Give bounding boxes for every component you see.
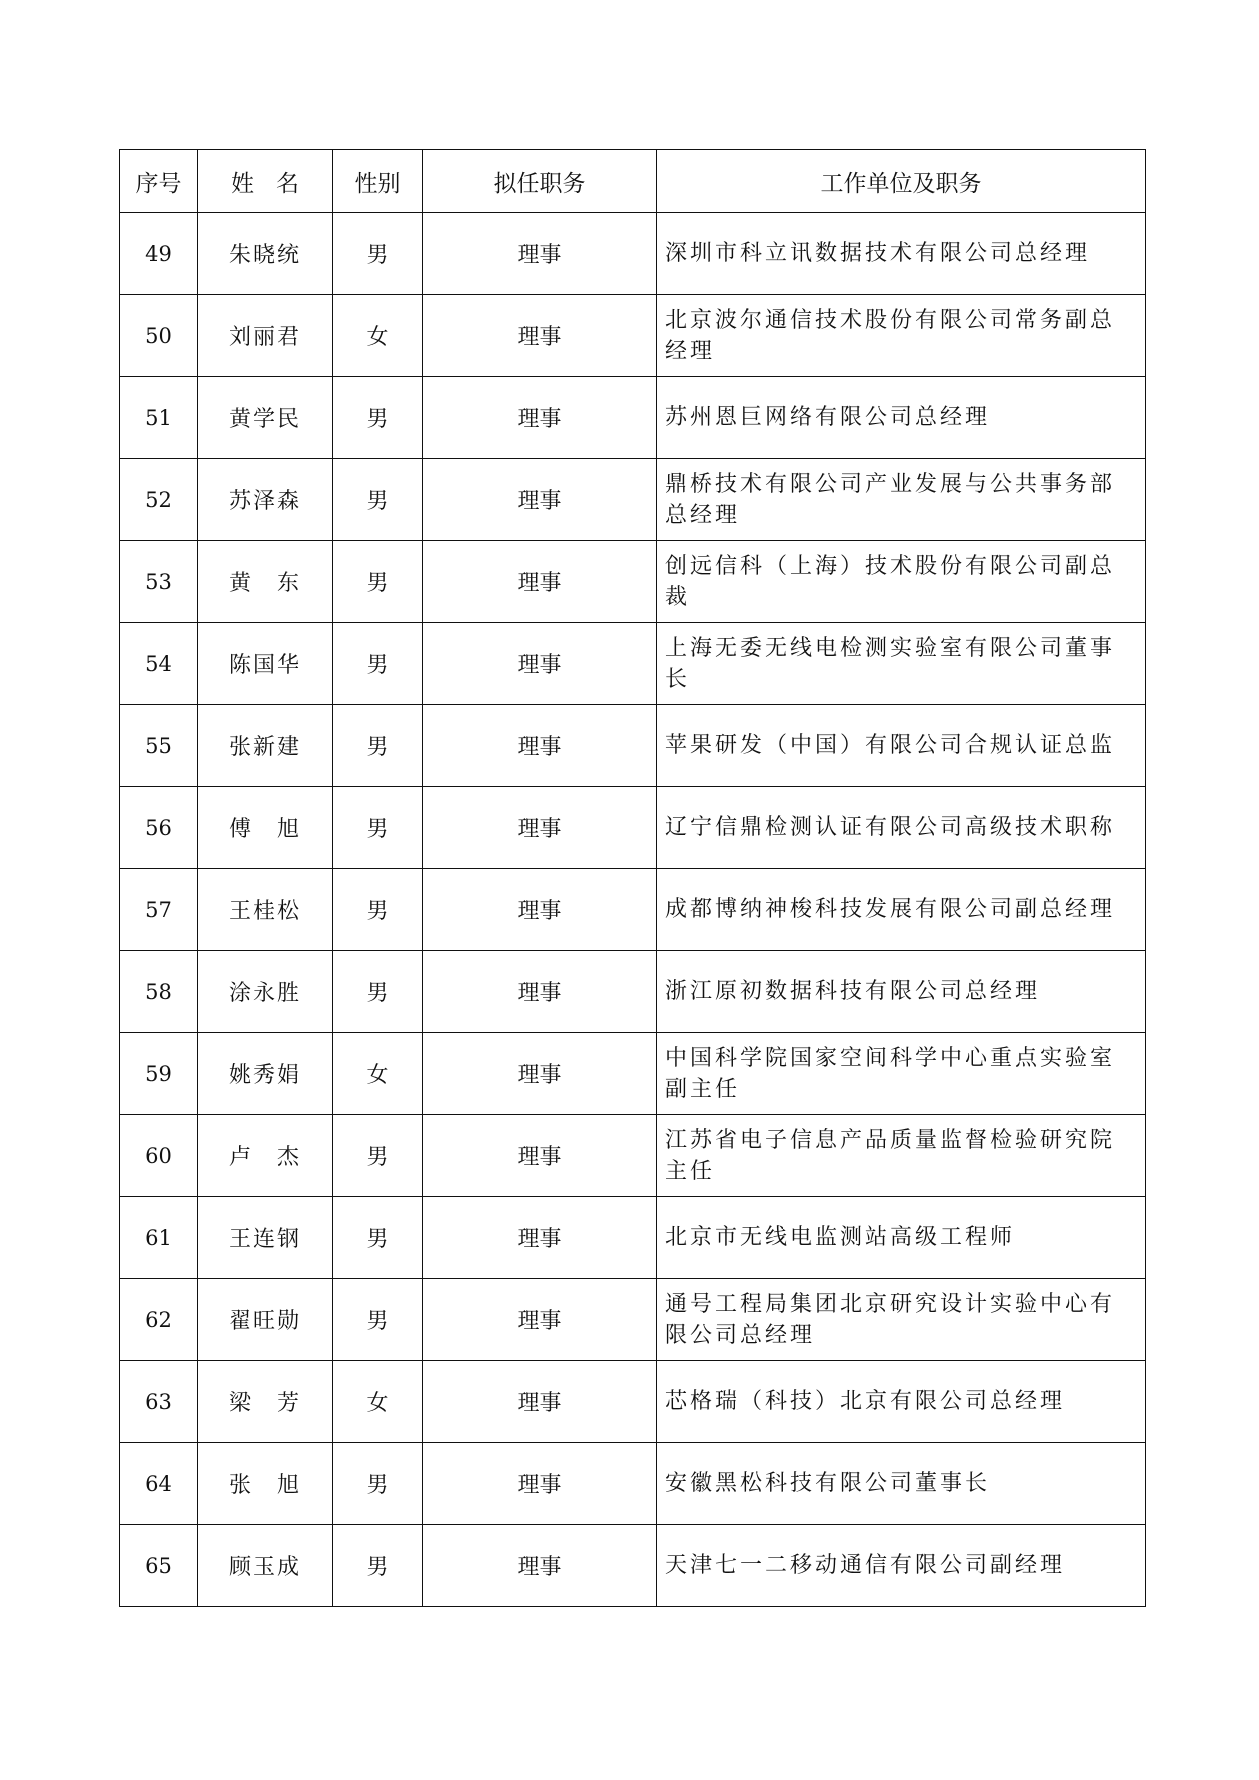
row-name: 翟旺勋 bbox=[198, 1279, 333, 1361]
row-name: 涂永胜 bbox=[198, 951, 333, 1033]
table-row bbox=[120, 1443, 1146, 1525]
row-gender: 男 bbox=[333, 787, 423, 869]
table-row bbox=[120, 951, 1146, 1033]
row-organization: 北京波尔通信技术股份有限公司常务副总经理 bbox=[657, 295, 1146, 377]
row-position: 理事 bbox=[423, 1443, 657, 1525]
row-gender: 男 bbox=[333, 705, 423, 787]
row-gender: 男 bbox=[333, 869, 423, 951]
table-row bbox=[120, 623, 1146, 705]
table-row bbox=[120, 459, 1146, 541]
table-body bbox=[120, 213, 1146, 1607]
row-position: 理事 bbox=[423, 377, 657, 459]
row-name: 张新建 bbox=[198, 705, 333, 787]
row-gender: 女 bbox=[333, 1033, 423, 1115]
table-row bbox=[120, 705, 1146, 787]
row-position: 理事 bbox=[423, 1115, 657, 1197]
header-position: 拟任职务 bbox=[423, 150, 657, 213]
row-gender: 男 bbox=[333, 1115, 423, 1197]
row-index: 64 bbox=[120, 1443, 198, 1525]
row-index: 61 bbox=[120, 1197, 198, 1279]
row-name: 卢 杰 bbox=[198, 1115, 333, 1197]
table-row bbox=[120, 377, 1146, 459]
header-gender: 性别 bbox=[333, 150, 423, 213]
row-name: 顾玉成 bbox=[198, 1525, 333, 1607]
row-gender: 男 bbox=[333, 1279, 423, 1361]
table-row bbox=[120, 1115, 1146, 1197]
row-organization: 成都博纳神梭科技发展有限公司副总经理 bbox=[657, 869, 1146, 951]
row-index: 55 bbox=[120, 705, 198, 787]
row-position: 理事 bbox=[423, 459, 657, 541]
table-row bbox=[120, 295, 1146, 377]
row-index: 58 bbox=[120, 951, 198, 1033]
row-position: 理事 bbox=[423, 705, 657, 787]
table-row bbox=[120, 541, 1146, 623]
table-row bbox=[120, 1361, 1146, 1443]
table-row bbox=[120, 1525, 1146, 1607]
row-organization: 深圳市科立讯数据技术有限公司总经理 bbox=[657, 213, 1146, 295]
row-name: 王连钢 bbox=[198, 1197, 333, 1279]
row-position: 理事 bbox=[423, 541, 657, 623]
row-gender: 女 bbox=[333, 295, 423, 377]
row-gender: 男 bbox=[333, 377, 423, 459]
row-index: 59 bbox=[120, 1033, 198, 1115]
row-organization: 芯格瑞（科技）北京有限公司总经理 bbox=[657, 1361, 1146, 1443]
table-row bbox=[120, 787, 1146, 869]
table-row bbox=[120, 213, 1146, 295]
row-gender: 女 bbox=[333, 1361, 423, 1443]
row-position: 理事 bbox=[423, 1525, 657, 1607]
row-position: 理事 bbox=[423, 951, 657, 1033]
row-position: 理事 bbox=[423, 213, 657, 295]
row-position: 理事 bbox=[423, 1279, 657, 1361]
row-index: 56 bbox=[120, 787, 198, 869]
row-position: 理事 bbox=[423, 1361, 657, 1443]
row-name: 苏泽森 bbox=[198, 459, 333, 541]
header-organization: 工作单位及职务 bbox=[657, 150, 1146, 213]
row-gender: 男 bbox=[333, 213, 423, 295]
row-name: 姚秀娟 bbox=[198, 1033, 333, 1115]
row-name: 傅 旭 bbox=[198, 787, 333, 869]
row-gender: 男 bbox=[333, 623, 423, 705]
header-index: 序号 bbox=[120, 150, 198, 213]
row-organization: 辽宁信鼎检测认证有限公司高级技术职称 bbox=[657, 787, 1146, 869]
header-name-first: 姓 bbox=[231, 170, 254, 197]
row-organization: 创远信科（上海）技术股份有限公司副总裁 bbox=[657, 541, 1146, 623]
row-index: 65 bbox=[120, 1525, 198, 1607]
row-index: 54 bbox=[120, 623, 198, 705]
row-name: 黄 东 bbox=[198, 541, 333, 623]
row-organization: 江苏省电子信息产品质量监督检验研究院主任 bbox=[657, 1115, 1146, 1197]
row-organization: 鼎桥技术有限公司产业发展与公共事务部总经理 bbox=[657, 459, 1146, 541]
row-name: 朱晓统 bbox=[198, 213, 333, 295]
row-organization: 上海无委无线电检测实验室有限公司董事长 bbox=[657, 623, 1146, 705]
row-organization: 通号工程局集团北京研究设计实验中心有限公司总经理 bbox=[657, 1279, 1146, 1361]
row-index: 57 bbox=[120, 869, 198, 951]
row-gender: 男 bbox=[333, 1197, 423, 1279]
row-organization: 中国科学院国家空间科学中心重点实验室副主任 bbox=[657, 1033, 1146, 1115]
row-position: 理事 bbox=[423, 869, 657, 951]
row-name: 陈国华 bbox=[198, 623, 333, 705]
row-index: 62 bbox=[120, 1279, 198, 1361]
row-gender: 男 bbox=[333, 459, 423, 541]
header-name bbox=[198, 150, 333, 213]
row-index: 63 bbox=[120, 1361, 198, 1443]
row-index: 53 bbox=[120, 541, 198, 623]
row-index: 50 bbox=[120, 295, 198, 377]
table-row bbox=[120, 869, 1146, 951]
row-gender: 男 bbox=[333, 541, 423, 623]
header-name-second: 名 bbox=[276, 170, 299, 197]
row-gender: 男 bbox=[333, 1525, 423, 1607]
row-position: 理事 bbox=[423, 623, 657, 705]
table-row bbox=[120, 1033, 1146, 1115]
row-organization: 天津七一二移动通信有限公司副经理 bbox=[657, 1525, 1146, 1607]
row-organization: 苏州恩巨网络有限公司总经理 bbox=[657, 377, 1146, 459]
row-index: 51 bbox=[120, 377, 198, 459]
row-name: 黄学民 bbox=[198, 377, 333, 459]
row-index: 49 bbox=[120, 213, 198, 295]
table-row bbox=[120, 1279, 1146, 1361]
row-name: 刘丽君 bbox=[198, 295, 333, 377]
row-organization: 苹果研发（中国）有限公司合规认证总监 bbox=[657, 705, 1146, 787]
row-name: 张 旭 bbox=[198, 1443, 333, 1525]
row-organization: 浙江原初数据科技有限公司总经理 bbox=[657, 951, 1146, 1033]
row-gender: 男 bbox=[333, 1443, 423, 1525]
member-table bbox=[119, 149, 1146, 1607]
row-name: 梁 芳 bbox=[198, 1361, 333, 1443]
row-position: 理事 bbox=[423, 1197, 657, 1279]
row-index: 52 bbox=[120, 459, 198, 541]
row-gender: 男 bbox=[333, 951, 423, 1033]
row-position: 理事 bbox=[423, 1033, 657, 1115]
table-row bbox=[120, 1197, 1146, 1279]
row-position: 理事 bbox=[423, 787, 657, 869]
table-header-row bbox=[120, 150, 1146, 213]
row-position: 理事 bbox=[423, 295, 657, 377]
row-name: 王桂松 bbox=[198, 869, 333, 951]
row-organization: 安徽黑松科技有限公司董事长 bbox=[657, 1443, 1146, 1525]
row-organization: 北京市无线电监测站高级工程师 bbox=[657, 1197, 1146, 1279]
row-index: 60 bbox=[120, 1115, 198, 1197]
